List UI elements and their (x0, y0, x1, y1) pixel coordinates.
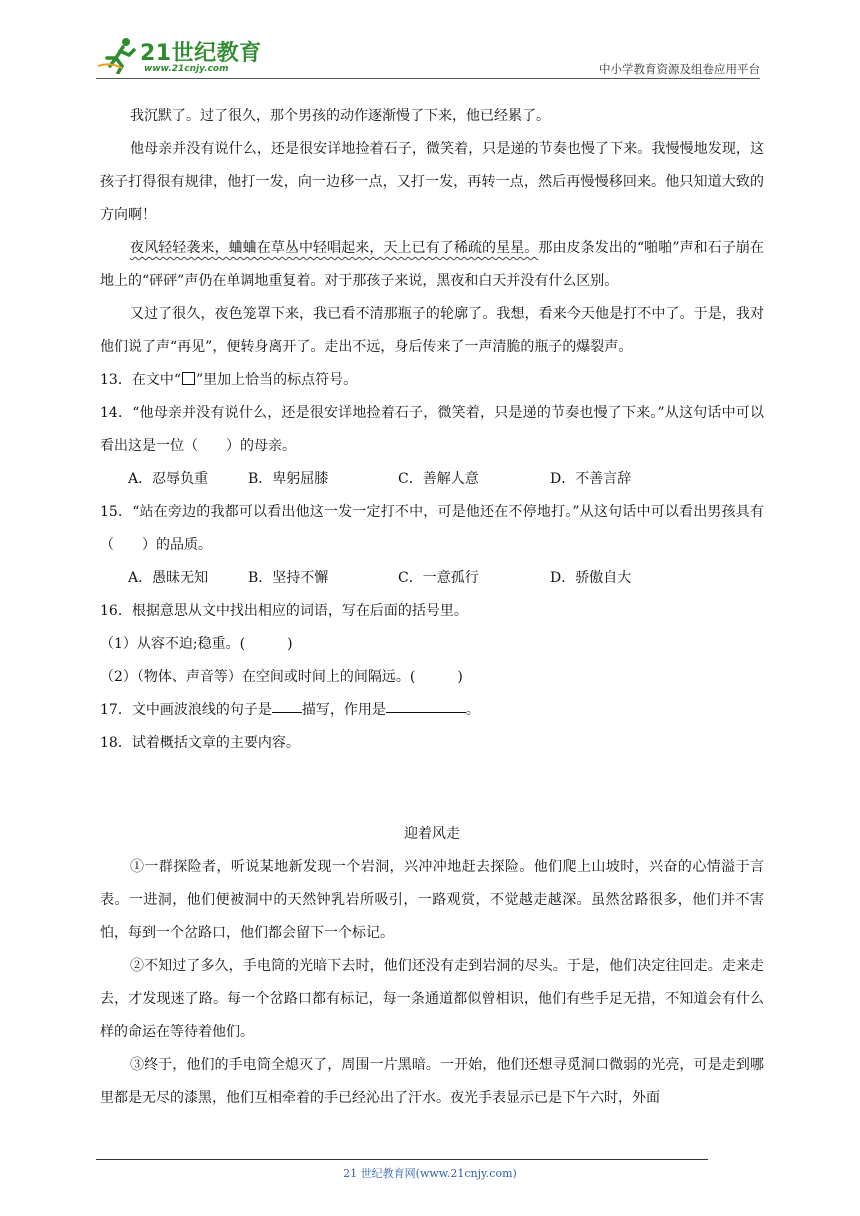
answer-blank[interactable] (272, 711, 302, 713)
header-platform-name: 中小学教育资源及组卷应用平台 (599, 62, 760, 76)
logo-url: www.21cnjy.com (144, 64, 229, 74)
header-divider (96, 78, 760, 79)
option-d[interactable]: D．骄傲自大 (550, 570, 632, 586)
paragraph: 我沉默了。过了很久，那个男孩的动作逐渐慢了下来，他已经累了。 (130, 108, 550, 124)
question-16-1: （1）从容不迫;稳重。( ) (100, 636, 293, 652)
page-footer[interactable]: 21 世纪教育网(www.21cnjy.com) (343, 1167, 517, 1180)
question-14-options (100, 463, 764, 496)
logo-text: 21世纪教育 (140, 41, 262, 66)
question-15: 15．“站在旁边的我都可以看出他这一发一定打不中，可是他还在不停地打。”从这句话中可以看出男孩具有（ ）的品质。 (100, 504, 764, 553)
article-paragraph: ③终于，他们的手电筒全熄灭了，周围一片黑暗。一开始，他们还想寻觅洞口微弱的光亮，可是走到哪里都是无尽的漆黑，他们互相牵着的手已经沁出了汗水。夜光手表显示已是下午六时，外面 (100, 1057, 764, 1106)
paragraph: 他母亲并没有说什么，还是很安详地捡着石子，微笑着，只是递的节奏也慢了下来。我慢慢地发现，这孩子打得很有规律，他打一发，向一边移一点，又打一发，再转一点，然后再慢慢移回来。他只知道大致的方向啊！ (100, 141, 764, 223)
page-header (96, 30, 760, 78)
footer-divider (96, 1159, 708, 1160)
runner-logo-icon (96, 36, 144, 74)
question-16-2: （2）（物体、声音等）在空间或时间上的间隔远。( ) (100, 669, 463, 685)
paragraph (100, 232, 764, 298)
article-title: 迎着风走 (404, 826, 460, 842)
paragraph-continuation: 那由皮条发出的“啪啪”声和石子崩在地上的“砰砰”声仍在单调地重复着。对于那孩子来说，黑夜和白天并没有什么区别。 (100, 240, 764, 289)
answer-blank[interactable] (386, 711, 466, 713)
option-c[interactable]: C．善解人意 (398, 471, 479, 487)
paragraph: 又过了很久，夜色笼罩下来，我已看不清那瓶子的轮廓了。我想，看来今天他是打不中了。于是，我对他们说了声“再见”，便转身离开了。走出不远，身后传来了一声清脆的瓶子的爆裂声。 (100, 306, 764, 355)
option-b[interactable]: B．坚持不懈 (248, 570, 329, 586)
question-17: 17．文中画波浪线的句子是 描写，作用是 。 (100, 702, 480, 718)
question-15-options (100, 562, 764, 595)
article-paragraph: ①一群探险者，听说某地新发现一个岩洞，兴冲冲地赶去探险。他们爬上山坡时，兴奋的心情溢于言表。一进洞，他们便被洞中的天然钟乳岩所吸引，一路观赏，不觉越走越深。虽然岔路很多，他们并不害怕，每到一个岔路口，他们都会留下一个标记。 (100, 859, 764, 941)
option-b[interactable]: B．卑躬屈膝 (248, 471, 329, 487)
article-paragraph: ②不知过了多久，手电筒的光暗下去时，他们还没有走到岩洞的尽头。于是，他们决定往回走。走来走去，才发现迷了路。每一个岔路口都有标记，每一条通道都似曾相识，他们有些手足无措，不知道会有什么样的命运在等待着他们。 (100, 958, 764, 1040)
wavy-underlined-sentence: 夜风轻轻袭来，蛐蛐在草丛中轻唱起来，天上已有了稀疏的星星。 (130, 240, 539, 256)
blank-box-icon (182, 372, 195, 385)
option-d[interactable]: D．不善言辞 (550, 471, 632, 487)
option-c[interactable]: C．一意孤行 (398, 570, 479, 586)
question-18: 18．试着概括文章的主要内容。 (100, 735, 300, 751)
question-13: 13．在文中“ ”里加上恰当的标点符号。 (100, 372, 358, 388)
main-content (100, 100, 764, 1115)
question-16: 16．根据意思从文中找出相应的词语，写在后面的括号里。 (100, 603, 468, 619)
option-a[interactable]: A．愚昧无知 (128, 570, 209, 586)
site-logo[interactable] (96, 32, 266, 76)
option-a[interactable]: A．忍辱负重 (128, 471, 209, 487)
question-14: 14．“他母亲并没有说什么，还是很安详地捡着石子，微笑着，只是递的节奏也慢了下来。”从这句话中可以看出这是一位（ ）的母亲。 (100, 405, 764, 454)
